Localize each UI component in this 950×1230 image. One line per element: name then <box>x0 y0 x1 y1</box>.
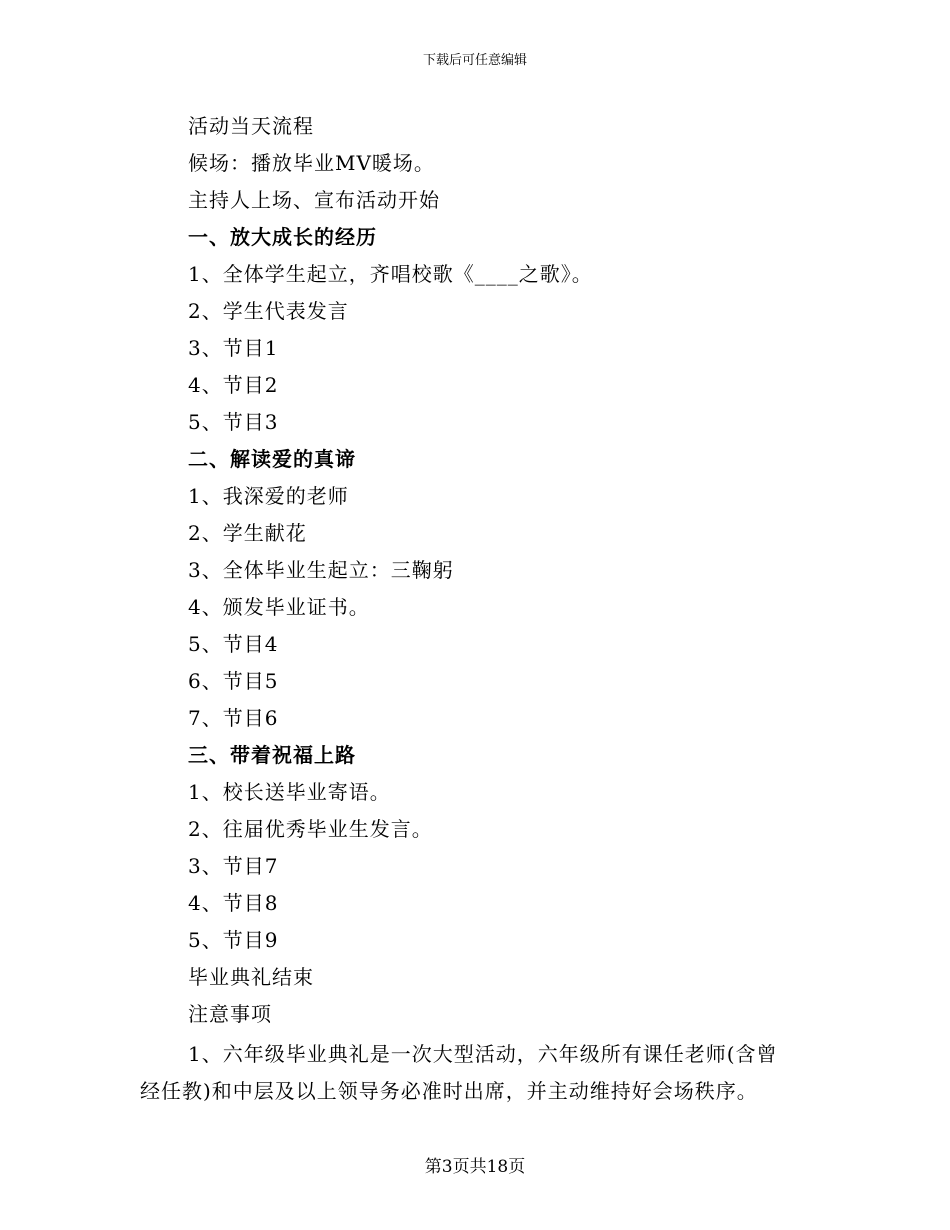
text-line: 候场：播放毕业MV暖场。 <box>188 151 435 175</box>
list-item: 4、节目2 <box>188 373 279 397</box>
list-item: 7、节目6 <box>188 706 279 730</box>
list-item: 4、节目8 <box>188 891 279 915</box>
paragraph-line: 1、六年级毕业典礼是一次大型活动，六年级所有课任老师(含曾 <box>188 1042 778 1066</box>
page-footer: 第3页共18页 <box>424 1157 526 1177</box>
text-line: 注意事项 <box>188 1002 272 1026</box>
list-item: 5、节目3 <box>188 410 279 434</box>
section-heading: 二、解读爱的真谛 <box>188 447 356 471</box>
list-item: 3、节目1 <box>188 336 279 360</box>
section-heading: 三、带着祝福上路 <box>188 743 356 767</box>
list-item: 5、节目4 <box>188 632 279 656</box>
section-heading: 一、放大成长的经历 <box>188 225 377 249</box>
list-item: 2、学生代表发言 <box>188 299 349 323</box>
list-item: 3、节目7 <box>188 854 279 878</box>
text-line: 主持人上场、宣布活动开始 <box>188 188 440 212</box>
list-item: 5、节目9 <box>188 928 279 952</box>
notice-paragraph <box>140 1036 808 1110</box>
list-item: 1、全体学生起立，齐唱校歌《____之歌》。 <box>188 262 593 286</box>
list-item: 4、颁发毕业证书。 <box>188 595 370 619</box>
list-item: 2、学生献花 <box>188 521 307 545</box>
list-item: 1、我深爱的老师 <box>188 484 349 508</box>
paragraph-line: 经任教)和中层及以上领导务必准时出席，并主动维持好会场秩序。 <box>140 1079 758 1103</box>
text-line: 毕业典礼结束 <box>188 965 314 989</box>
list-item: 6、节目5 <box>188 669 279 693</box>
document-body <box>188 108 808 1033</box>
list-item: 3、全体毕业生起立：三鞠躬 <box>188 558 454 582</box>
list-item: 2、往届优秀毕业生发言。 <box>188 817 433 841</box>
page-header: 下载后可任意编辑 <box>422 53 527 68</box>
text-line: 活动当天流程 <box>188 114 314 138</box>
list-item: 1、校长送毕业寄语。 <box>188 780 391 804</box>
